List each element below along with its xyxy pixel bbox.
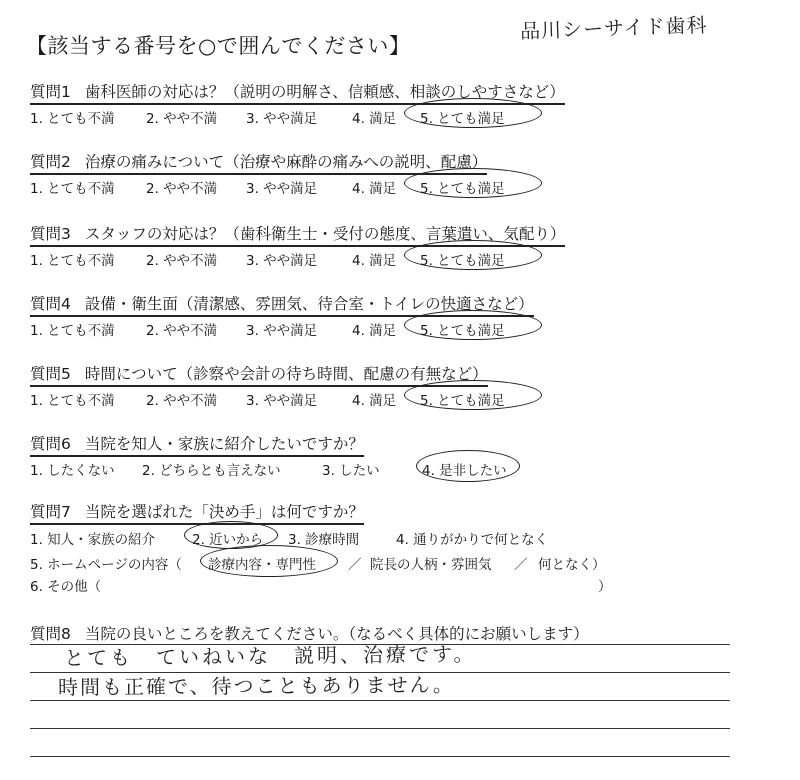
q7-option-5-item-content[interactable]: 診療内容・専門性 xyxy=(208,557,316,573)
question-2-title xyxy=(30,150,487,175)
q2-option-2[interactable]: 2. やや不満 xyxy=(146,181,218,197)
q8-handwritten-answer-line-2: 時間も正確で、待つこともありません。 xyxy=(57,672,455,700)
question-label: 質問7 xyxy=(30,503,71,521)
q7-option-2[interactable]: 2. 近いから xyxy=(192,532,264,548)
q2-option-3[interactable]: 3. やや満足 xyxy=(246,181,318,197)
question-text: 歯科医師の対応は？（説明の明解さ、信頼感、相談のしやすさなど） xyxy=(84,83,565,101)
question-text: 設備・衛生面（清潔感、雰囲気、待合室・トイレの快適さなど） xyxy=(84,295,534,313)
form-title: 【該当する番号を○で囲んでください】 xyxy=(26,34,411,58)
q6-option-3[interactable]: 3. したい xyxy=(322,463,380,479)
q4-option-3[interactable]: 3. やや満足 xyxy=(246,323,318,339)
q4-selection-circle xyxy=(404,310,542,340)
q7-option-5-item-vague[interactable]: 何となく） xyxy=(538,557,606,573)
q2-option-4[interactable]: 4. 満足 xyxy=(352,181,397,197)
q6-selection-circle xyxy=(416,450,520,482)
q1-option-4[interactable]: 4. 満足 xyxy=(352,111,397,127)
answer-ruled-line-5 xyxy=(30,756,730,757)
question-6-title xyxy=(30,432,364,457)
q1-option-3[interactable]: 3. やや満足 xyxy=(246,111,318,127)
q4-option-2[interactable]: 2. やや不満 xyxy=(146,323,218,339)
answer-ruled-line-4 xyxy=(30,728,730,729)
question-text: 当院の良いところを教えてください。（なるべく具体的にお願いします） xyxy=(84,625,589,643)
question-text: 治療の痛みについて（治療や麻酔の痛みへの説明、配慮） xyxy=(84,153,488,171)
q5-option-3[interactable]: 3. やや満足 xyxy=(246,393,318,409)
question-label: 質問5 xyxy=(30,365,71,383)
q7-option-5-item-director[interactable]: 院長の人柄・雰囲気 xyxy=(370,557,492,573)
q3-option-2[interactable]: 2. やや不満 xyxy=(146,253,218,269)
answer-ruled-line-3 xyxy=(30,700,730,701)
q2-selection-circle xyxy=(404,168,542,198)
q8-handwritten-answer-line-1: とても ていねいな 説明、治療です。 xyxy=(63,641,477,671)
clinic-name-handwritten: 品川シーサイド歯科 xyxy=(519,12,709,44)
q1-selection-circle xyxy=(404,98,542,128)
question-label: 質問6 xyxy=(30,435,71,453)
q7-option-3[interactable]: 3. 診療時間 xyxy=(288,532,360,548)
question-label: 質問2 xyxy=(30,153,71,171)
q5-option-1[interactable]: 1. とても不満 xyxy=(30,393,115,409)
q6-option-2[interactable]: 2. どちらとも言えない xyxy=(142,463,281,479)
q7-option-4[interactable]: 4. 通りがかりで何となく xyxy=(396,532,549,548)
question-text: 当院を選ばれた「決め手」は何ですか？ xyxy=(84,503,364,521)
question-label: 質問4 xyxy=(30,295,71,313)
q3-option-5[interactable]: 5. とても満足 xyxy=(420,253,505,269)
q3-option-3[interactable]: 3. やや満足 xyxy=(246,253,318,269)
q2-option-5[interactable]: 5. とても満足 xyxy=(420,181,505,197)
q5-option-2[interactable]: 2. やや不満 xyxy=(146,393,218,409)
question-label: 質問1 xyxy=(30,83,71,101)
question-text: 時間について（診察や会計の待ち時間、配慮の有無など） xyxy=(84,365,488,383)
q1-option-5[interactable]: 5. とても満足 xyxy=(420,111,505,127)
q5-option-5[interactable]: 5. とても満足 xyxy=(420,393,505,409)
q7-option-5-prefix: 5. ホームページの内容（ xyxy=(30,557,182,573)
q3-option-4[interactable]: 4. 満足 xyxy=(352,253,397,269)
q7-separator-1: ／ xyxy=(348,557,362,573)
question-label: 質問8 xyxy=(30,625,71,643)
question-5-title xyxy=(30,362,488,387)
question-7-title xyxy=(30,500,364,525)
q3-option-1[interactable]: 1. とても不満 xyxy=(30,253,115,269)
q3-selection-circle xyxy=(404,240,542,270)
q6-option-4[interactable]: 4. 是非したい xyxy=(422,463,507,479)
question-text: 当院を知人・家族に紹介したいですか？ xyxy=(84,435,364,453)
q7-option-6-suffix: ） xyxy=(598,579,612,595)
q5-selection-circle xyxy=(404,380,542,410)
q4-option-1[interactable]: 1. とても不満 xyxy=(30,323,115,339)
q1-option-2[interactable]: 2. やや不満 xyxy=(146,111,218,127)
q1-option-1[interactable]: 1. とても不満 xyxy=(30,111,115,127)
question-label: 質問3 xyxy=(30,225,71,243)
q4-option-4[interactable]: 4. 満足 xyxy=(352,323,397,339)
q7-option-1[interactable]: 1. 知人・家族の紹介 xyxy=(30,532,156,548)
q4-option-5[interactable]: 5. とても満足 xyxy=(420,323,505,339)
q5-option-4[interactable]: 4. 満足 xyxy=(352,393,397,409)
q6-option-1[interactable]: 1. したくない xyxy=(30,463,115,479)
q7-selection-circle-5 xyxy=(200,545,338,577)
q7-separator-2: ／ xyxy=(514,557,528,573)
question-text: スタッフの対応は？（歯科衛生士・受付の態度、言葉遣い、気配り） xyxy=(84,225,566,243)
q7-option-6-prefix: 6. その他（ xyxy=(30,579,102,595)
q2-option-1[interactable]: 1. とても不満 xyxy=(30,181,115,197)
